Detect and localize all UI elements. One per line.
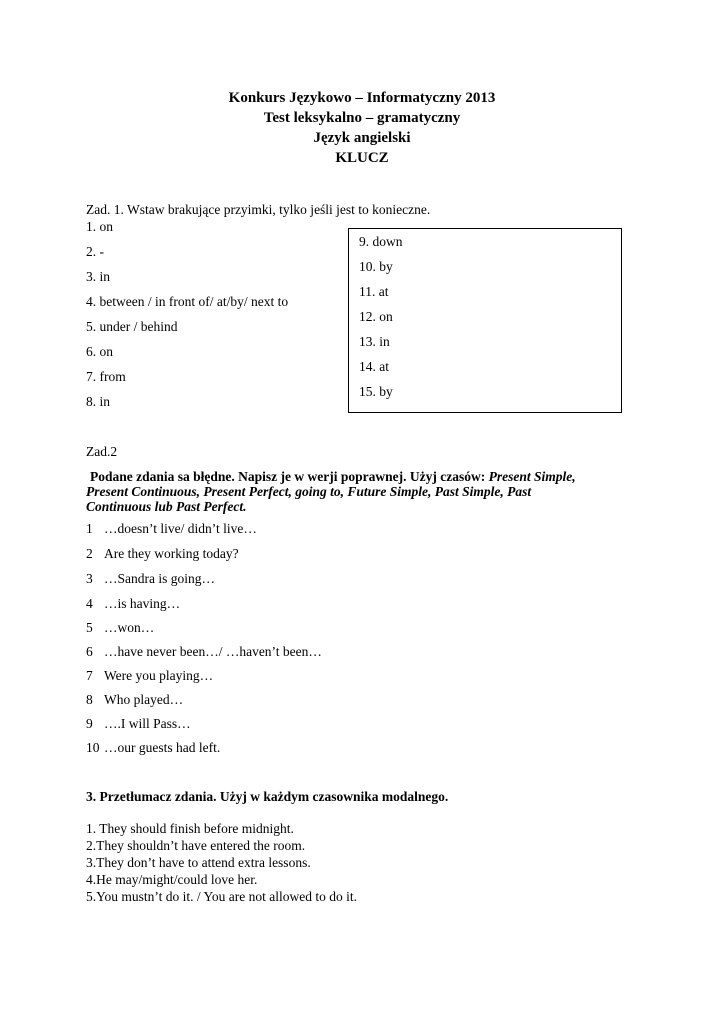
item-text: Were you playing… xyxy=(104,668,214,683)
item-number: 2 xyxy=(86,546,93,561)
list-item: 9. down xyxy=(359,234,403,249)
item-number: 1 xyxy=(86,521,93,536)
item-text: Are they working today? xyxy=(104,546,239,561)
list-item xyxy=(86,716,191,732)
list-item: 15. by xyxy=(359,384,393,399)
test-subtitle: Test leksykalno – gramatyczny xyxy=(263,110,461,126)
item-text: …won… xyxy=(104,620,155,635)
item-text: …doesn’t live/ didn’t live… xyxy=(104,521,257,536)
contest-title: Konkurs Językowo – Informatyczny 2013 xyxy=(228,90,496,106)
item-text: …our guests had left. xyxy=(104,740,221,755)
list-item xyxy=(86,546,239,562)
list-item: 12. on xyxy=(359,309,393,324)
list-item: 2.They shouldn’t have entered the room. xyxy=(86,838,306,853)
task1-instruction: Zad. 1. Wstaw brakujące przyimki, tylko jeśli jest to konieczne. xyxy=(86,202,431,217)
item-number: 5 xyxy=(86,620,93,635)
item-text: …Sandra is going… xyxy=(104,571,215,586)
list-item: 1. on xyxy=(86,219,113,234)
list-item: 4. between / in front of/ at/by/ next to xyxy=(86,294,289,309)
list-item: 13. in xyxy=(359,334,390,349)
tense-list: Present Continuous, Present Perfect, going to, Future Simple, Past Simple, Past xyxy=(86,484,532,499)
item-number: 10 xyxy=(86,740,100,755)
list-item xyxy=(86,668,213,684)
task2-instruction xyxy=(90,469,576,484)
list-item: 3.They don’t have to attend extra lessons. xyxy=(86,855,311,870)
list-item xyxy=(86,692,183,708)
item-number: 8 xyxy=(86,692,93,707)
list-item: 2. - xyxy=(86,244,104,259)
document-header xyxy=(0,88,724,168)
item-number: 4 xyxy=(86,596,93,611)
item-text: ….I will Pass… xyxy=(104,716,191,731)
list-item: 5.You mustn’t do it. / You are not allowed to do it. xyxy=(86,889,358,904)
item-text: …is having… xyxy=(104,596,181,611)
instruction-text: Podane zdania sa błędne. Napisz je w werji poprawnej. Użyj czasów: xyxy=(90,469,489,484)
list-item: 11. at xyxy=(359,284,389,299)
task2-title: Zad.2 xyxy=(86,444,118,459)
list-item: 8. in xyxy=(86,394,111,409)
item-number: 7 xyxy=(86,668,93,683)
list-item: 1. They should finish before midnight. xyxy=(86,821,294,836)
list-item xyxy=(86,596,180,612)
item-number: 9 xyxy=(86,716,93,731)
list-item: 10. by xyxy=(359,259,393,274)
list-item: 7. from xyxy=(86,369,126,384)
task1-answers-box xyxy=(348,228,622,413)
list-item xyxy=(86,571,215,587)
list-item: 5. under / behind xyxy=(86,319,178,334)
list-item xyxy=(86,620,154,636)
list-item: 14. at xyxy=(359,359,389,374)
list-item xyxy=(86,740,220,756)
language-label: Język angielski xyxy=(313,130,411,146)
list-item xyxy=(86,644,322,660)
list-item: 3. in xyxy=(86,269,111,284)
tense-list: Continuous lub Past Perfect. xyxy=(86,499,247,514)
list-item: 4.He may/might/could love her. xyxy=(86,872,258,887)
list-item: 6. on xyxy=(86,344,113,359)
item-text: Who played… xyxy=(104,692,184,707)
tense-list: Present Simple, xyxy=(488,469,576,484)
item-text: …have never been…/ …haven’t been… xyxy=(104,644,322,659)
key-label: KLUCZ xyxy=(335,150,389,166)
task3-title: 3. Przetłumacz zdania. Użyj w każdym czasownika modalnego. xyxy=(86,789,449,804)
item-number: 3 xyxy=(86,571,93,586)
item-number: 6 xyxy=(86,644,93,659)
list-item xyxy=(86,521,257,537)
